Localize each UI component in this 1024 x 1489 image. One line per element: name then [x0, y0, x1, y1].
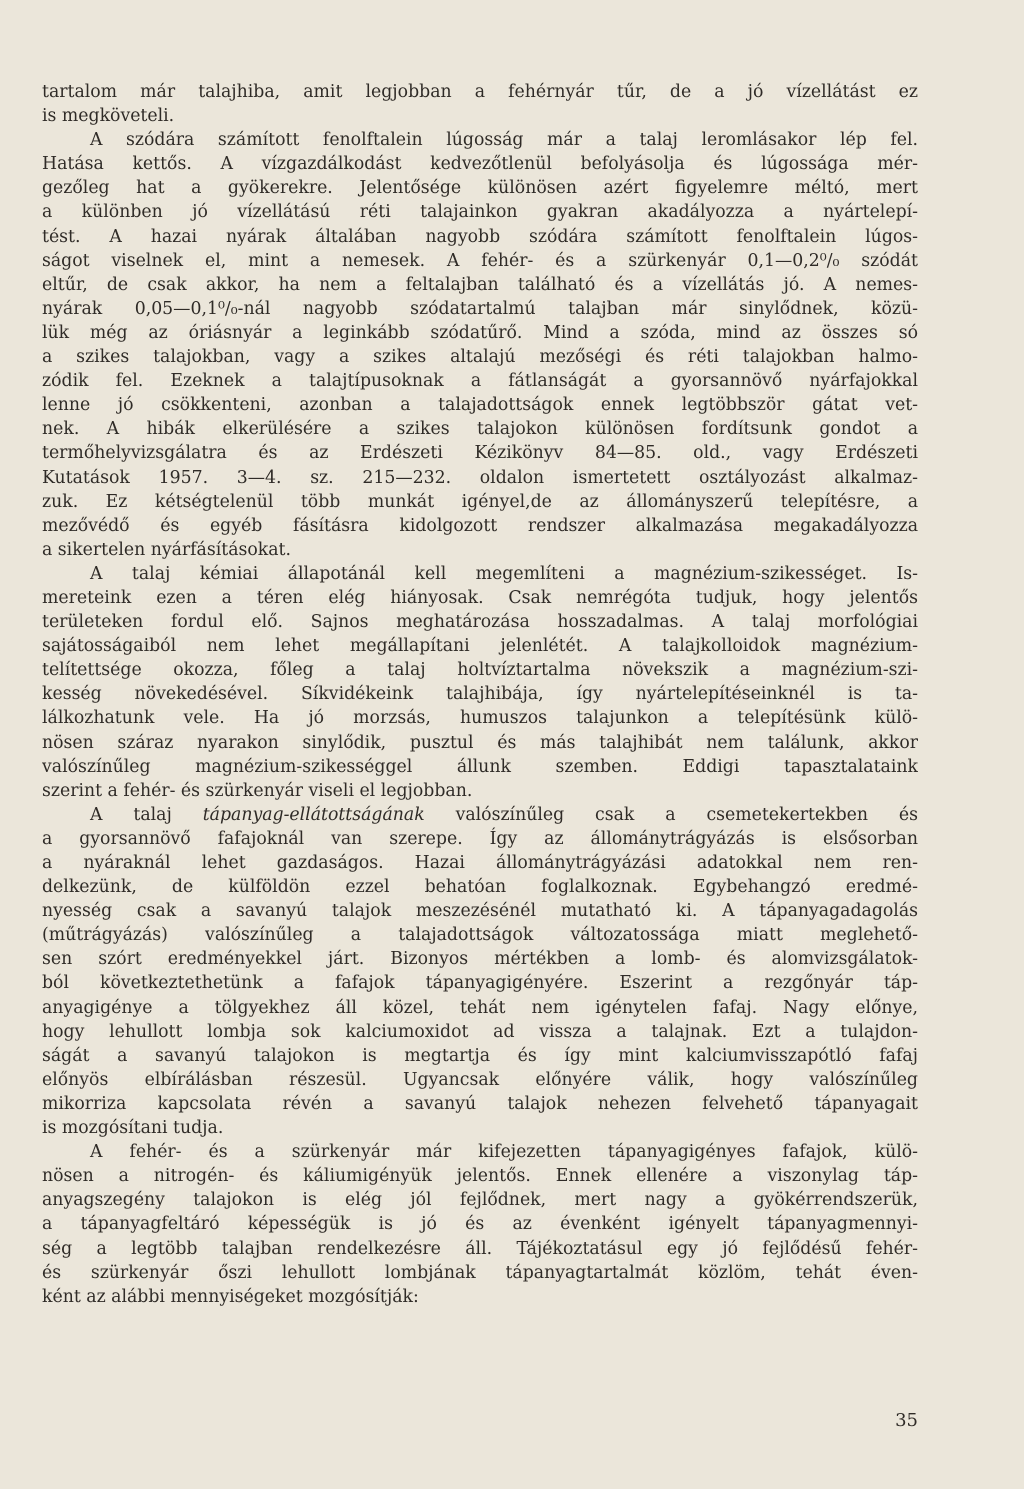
- text-line: A talaj tápanyag-ellátottságának valószínűleg csak a csemetekertekben és: [90, 804, 918, 825]
- text-line: a nyáraknál lehet gazdaságos. Hazai állománytrágyázási adatokkal nem ren-: [42, 853, 918, 873]
- text-line: nyesség csak a savanyú talajok meszezésénél mutatható ki. A tápanyagadagolás: [42, 901, 918, 922]
- text-line: a sikertelen nyárfásításokat.: [42, 539, 291, 560]
- text-line: lük még az óriásnyár a leginkább szódatűrő. Mind a szóda, mind az összes só: [42, 322, 918, 343]
- page-number: 35: [895, 1410, 918, 1431]
- text-line: nösen száraz nyarakon sinylődik, pusztul és más talajhibát nem találunk, akkor: [42, 732, 918, 753]
- text-line: ség a legtöbb talajban rendelkezésre áll. Tájékoztatásul egy jó fejlődésű fehér-: [42, 1238, 918, 1259]
- body-text: [42, 80, 918, 1309]
- text-line: tést. A hazai nyárak általában nagyobb szódára számított fenolftalein lúgos-: [42, 226, 918, 247]
- text-line: ból következtethetünk a fafajok tápanyagigényére. Eszerint a rezgőnyár táp-: [42, 973, 918, 994]
- text-line: a gyorsannövő fafajoknál van szerepe. Így az állománytrágyázás is elsősorban: [42, 828, 918, 849]
- text-line: a szikes talajokban, vagy a szikes altalajú mezőségi és réti talajokban halmo-: [42, 347, 918, 368]
- text-line: előnyös elbírálásban részesül. Ugyancsak előnyére válik, hogy valószínűleg: [42, 1069, 918, 1090]
- text-line: mezővédő és egyéb fásításra kidolgozott rendszer alkalmazása megakadályozza: [42, 515, 918, 536]
- text-line: telítettsége okozza, főleg a talaj holtvíztartalma növekszik a magnézium-szi-: [42, 660, 918, 681]
- text-line: gezőleg hat a gyökerekre. Jelentősége különösen azért figyelemre méltó, mert: [42, 178, 918, 199]
- text-line: Hatása kettős. A vízgazdálkodást kedvezőtlenül befolyásolja és lúgossága mér-: [42, 154, 918, 175]
- text-line: mikorriza kapcsolata révén a savanyú talajok nehezen felvehető tápanyagait: [42, 1093, 918, 1114]
- text-line: kesség növekedésével. Síkvidékeink talajhibája, így nyártelepítéseinknél is ta-: [42, 684, 918, 705]
- text-line: zuk. Ez kétségtelenül több munkát igényel,de az állományszerű telepítésre, a: [42, 491, 918, 512]
- text-line: a különben jó vízellátású réti talajainkon gyakran akadályozza a nyártelepí-: [42, 202, 918, 223]
- text-line: szerint a fehér- és szürkenyár viseli el legjobban.: [42, 780, 473, 801]
- text-line: A talaj kémiai állapotánál kell megemlíteni a magnézium-szikességet. Is-: [90, 563, 918, 584]
- text-line: tartalom már talajhiba, amit legjobban a fehérnyár tűr, de a jó vízellátást ez: [42, 82, 918, 102]
- text-line: anyagszegény talajokon is elég jól fejlődnek, mert nagy a gyökérrendszerük,: [42, 1190, 918, 1211]
- text-line: eltűr, de csak akkor, ha nem a feltalajban található és a vízellátás jó. A nemes-: [42, 274, 918, 295]
- text-line: nösen a nitrogén- és káliumigényük jelentős. Ennek ellenére a viszonylag táp-: [42, 1166, 918, 1187]
- text-line: ságát a savanyú talajokon is megtartja és így mint kalciumvisszapótló fafaj: [42, 1045, 918, 1066]
- text-line: nek. A hibák elkerülésére a szikes talajokon különösen fordítsunk gondot a: [42, 419, 918, 440]
- text-line: ságot viselnek el, mint a nemesek. A fehér- és a szürkenyár 0,1—0,2⁰/₀ szódát: [42, 250, 918, 271]
- text-line: lenne jó csökkenteni, azonban a talajadottságok ennek legtöbbször gátat vet-: [42, 395, 918, 416]
- text-line: A szódára számított fenolftalein lúgosság már a talaj leromlásakor lép fel.: [90, 130, 918, 151]
- text-line: ként az alábbi mennyiségeket mozgósítják:: [42, 1286, 419, 1307]
- text-line: anyagigénye a tölgyekhez áll közel, tehát nem igénytelen fafaj. Nagy előnye,: [42, 997, 918, 1018]
- text-line: és szürkenyár őszi lehullott lombjának tápanyagtartalmát közlöm, tehát éven-: [42, 1262, 918, 1283]
- text-line: is megköveteli.: [42, 106, 175, 127]
- text-line: nyárak 0,05—0,1⁰/₀-nál nagyobb szódatartalmú talajban már sinylődnek, közü-: [42, 298, 918, 319]
- emphasized-term: tápanyag-ellátottságának: [202, 804, 425, 825]
- text-line: A fehér- és a szürkenyár már kifejezetten tápanyagigényes fafajok, külö-: [90, 1142, 918, 1163]
- text-line: a tápanyagfeltáró képességük is jó és az évenként igényelt tápanyagmennyi-: [42, 1214, 918, 1235]
- text-line: területeken fordul elő. Sajnos meghatározása hosszadalmas. A talaj morfológiai: [42, 612, 918, 633]
- text-line: sen szórt eredményekkel járt. Bizonyos mértékben a lomb- és alomvizsgálatok-: [42, 949, 918, 970]
- text-line: (műtrágyázás) valószínűleg a talajadottságok változatossága miatt meglehető-: [42, 925, 918, 946]
- text-line: hogy lehullott lombja sok kalciumoxidot ad vissza a talajnak. Ezt a tulajdon-: [42, 1021, 918, 1042]
- text-line: is mozgósítani tudja.: [42, 1118, 224, 1139]
- text-line: sajátosságaiból nem lehet megállapítani jelenlétét. A talajkolloidok magnézium-: [42, 636, 918, 657]
- text-line: zódik fel. Ezeknek a talajtípusoknak a fátlanságát a gyorsannövő nyárfajokkal: [42, 371, 918, 392]
- text-line: delkezünk, de külföldön ezzel behatóan foglalkoznak. Egybehangzó eredmé-: [42, 877, 918, 898]
- text-line: Kutatások 1957. 3—4. sz. 215—232. oldalon ismertetett osztályozást alkalmaz-: [42, 467, 918, 488]
- text-line: mereteink ezen a téren elég hiányosak. Csak nemrégóta tudjuk, hogy jelentős: [42, 587, 918, 608]
- text-line: valószínűleg magnézium-szikességgel állunk szemben. Eddigi tapasztalataink: [42, 756, 918, 777]
- text-line: lálkozhatunk vele. Ha jó morzsás, humuszos talajunkon a telepítésünk külö-: [42, 708, 918, 729]
- text-line: termőhelyvizsgálatra és az Erdészeti Kézikönyv 84—85. old., vagy Erdészeti: [42, 443, 918, 464]
